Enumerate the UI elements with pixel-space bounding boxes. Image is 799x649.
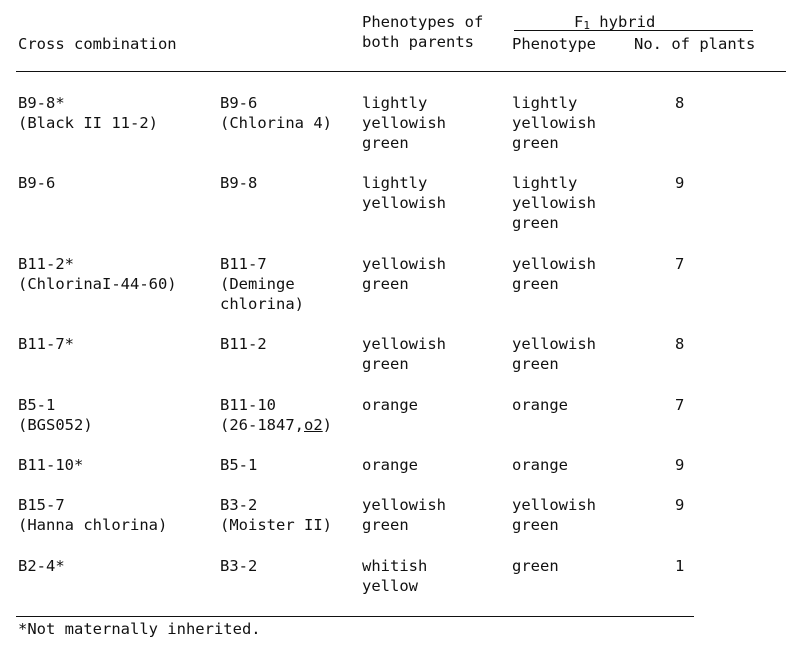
row-5-parent2-underlined: o2 bbox=[304, 416, 323, 434]
row-4-parents-phenotype: yellowish green bbox=[362, 335, 446, 373]
row-1-parent1: B9-8* (Black II 11-2) bbox=[18, 94, 158, 132]
row-8-plants: 1 bbox=[675, 557, 685, 575]
row-3-parent2: B11-7 (Deminge chlorina) bbox=[220, 255, 304, 313]
f1-hybrid-word: hybrid bbox=[589, 13, 656, 31]
row-6-f1-phenotype: orange bbox=[512, 456, 568, 474]
row-5-f1-phenotype: orange bbox=[512, 396, 568, 414]
row-3-parents-phenotype: yellowish green bbox=[362, 255, 446, 293]
header-no-of-plants: No. of plants bbox=[634, 35, 756, 53]
row-4-plants: 8 bbox=[675, 335, 685, 353]
row-3-plants: 7 bbox=[675, 255, 685, 273]
row-1-f1-phenotype: lightly yellowish green bbox=[512, 94, 596, 152]
row-8-parent1: B2-4* bbox=[18, 557, 65, 575]
row-6-parent1: B11-10* bbox=[18, 456, 84, 474]
row-5-parent2 bbox=[220, 395, 332, 435]
row-6-parents-phenotype: orange bbox=[362, 456, 418, 474]
row-4-parent1: B11-7* bbox=[18, 335, 74, 353]
row-3-f1-phenotype: yellowish green bbox=[512, 255, 596, 293]
row-2-f1-phenotype: lightly yellowish green bbox=[512, 174, 596, 232]
f1-hybrid-rule bbox=[514, 30, 753, 31]
row-2-parent1: B9-6 bbox=[18, 174, 56, 192]
row-8-parent2: B3-2 bbox=[220, 557, 258, 575]
row-1-parent2: B9-6 (Chlorina 4) bbox=[220, 94, 332, 132]
row-7-f1-phenotype: yellowish green bbox=[512, 496, 596, 534]
row-5-parents-phenotype: orange bbox=[362, 396, 418, 414]
row-7-plants: 9 bbox=[675, 496, 685, 514]
header-cross-combination: Cross combination bbox=[18, 35, 177, 53]
row-2-parent2: B9-8 bbox=[220, 174, 258, 192]
row-3-parent1: B11-2* (ChlorinaI-44-60) bbox=[18, 255, 177, 293]
row-5-plants: 7 bbox=[675, 396, 685, 414]
row-7-parent1: B15-7 (Hanna chlorina) bbox=[18, 496, 168, 534]
header-phenotype: Phenotype bbox=[512, 35, 596, 53]
row-2-plants: 9 bbox=[675, 174, 685, 192]
footer-rule bbox=[16, 616, 694, 617]
row-6-parent2: B5-1 bbox=[220, 456, 258, 474]
header-both-parents: both parents bbox=[362, 33, 474, 51]
row-4-parent2: B11-2 bbox=[220, 335, 267, 353]
row-6-plants: 9 bbox=[675, 456, 685, 474]
row-1-parents-phenotype: lightly yellowish green bbox=[362, 94, 446, 152]
row-7-parent2: B3-2 (Moister II) bbox=[220, 496, 332, 534]
row-5-parent1: B5-1 (BGS052) bbox=[18, 396, 93, 434]
header-phenotypes-of: Phenotypes of bbox=[362, 13, 484, 31]
row-7-parents-phenotype: yellowish green bbox=[362, 496, 446, 534]
f1-subscript: 1 bbox=[583, 19, 590, 32]
row-1-plants: 8 bbox=[675, 94, 685, 112]
row-5-parent2-suffix: ) bbox=[322, 416, 333, 434]
row-5-parent2-text: B11-10 (26-1847, bbox=[220, 396, 304, 434]
row-4-f1-phenotype: yellowish green bbox=[512, 335, 596, 373]
row-2-parents-phenotype: lightly yellowish bbox=[362, 174, 446, 212]
footnote: *Not maternally inherited. bbox=[18, 620, 261, 638]
f1-letter: F bbox=[574, 13, 584, 31]
header-rule bbox=[16, 71, 786, 72]
row-8-parents-phenotype: whitish yellow bbox=[362, 557, 428, 595]
row-8-f1-phenotype: green bbox=[512, 557, 559, 575]
